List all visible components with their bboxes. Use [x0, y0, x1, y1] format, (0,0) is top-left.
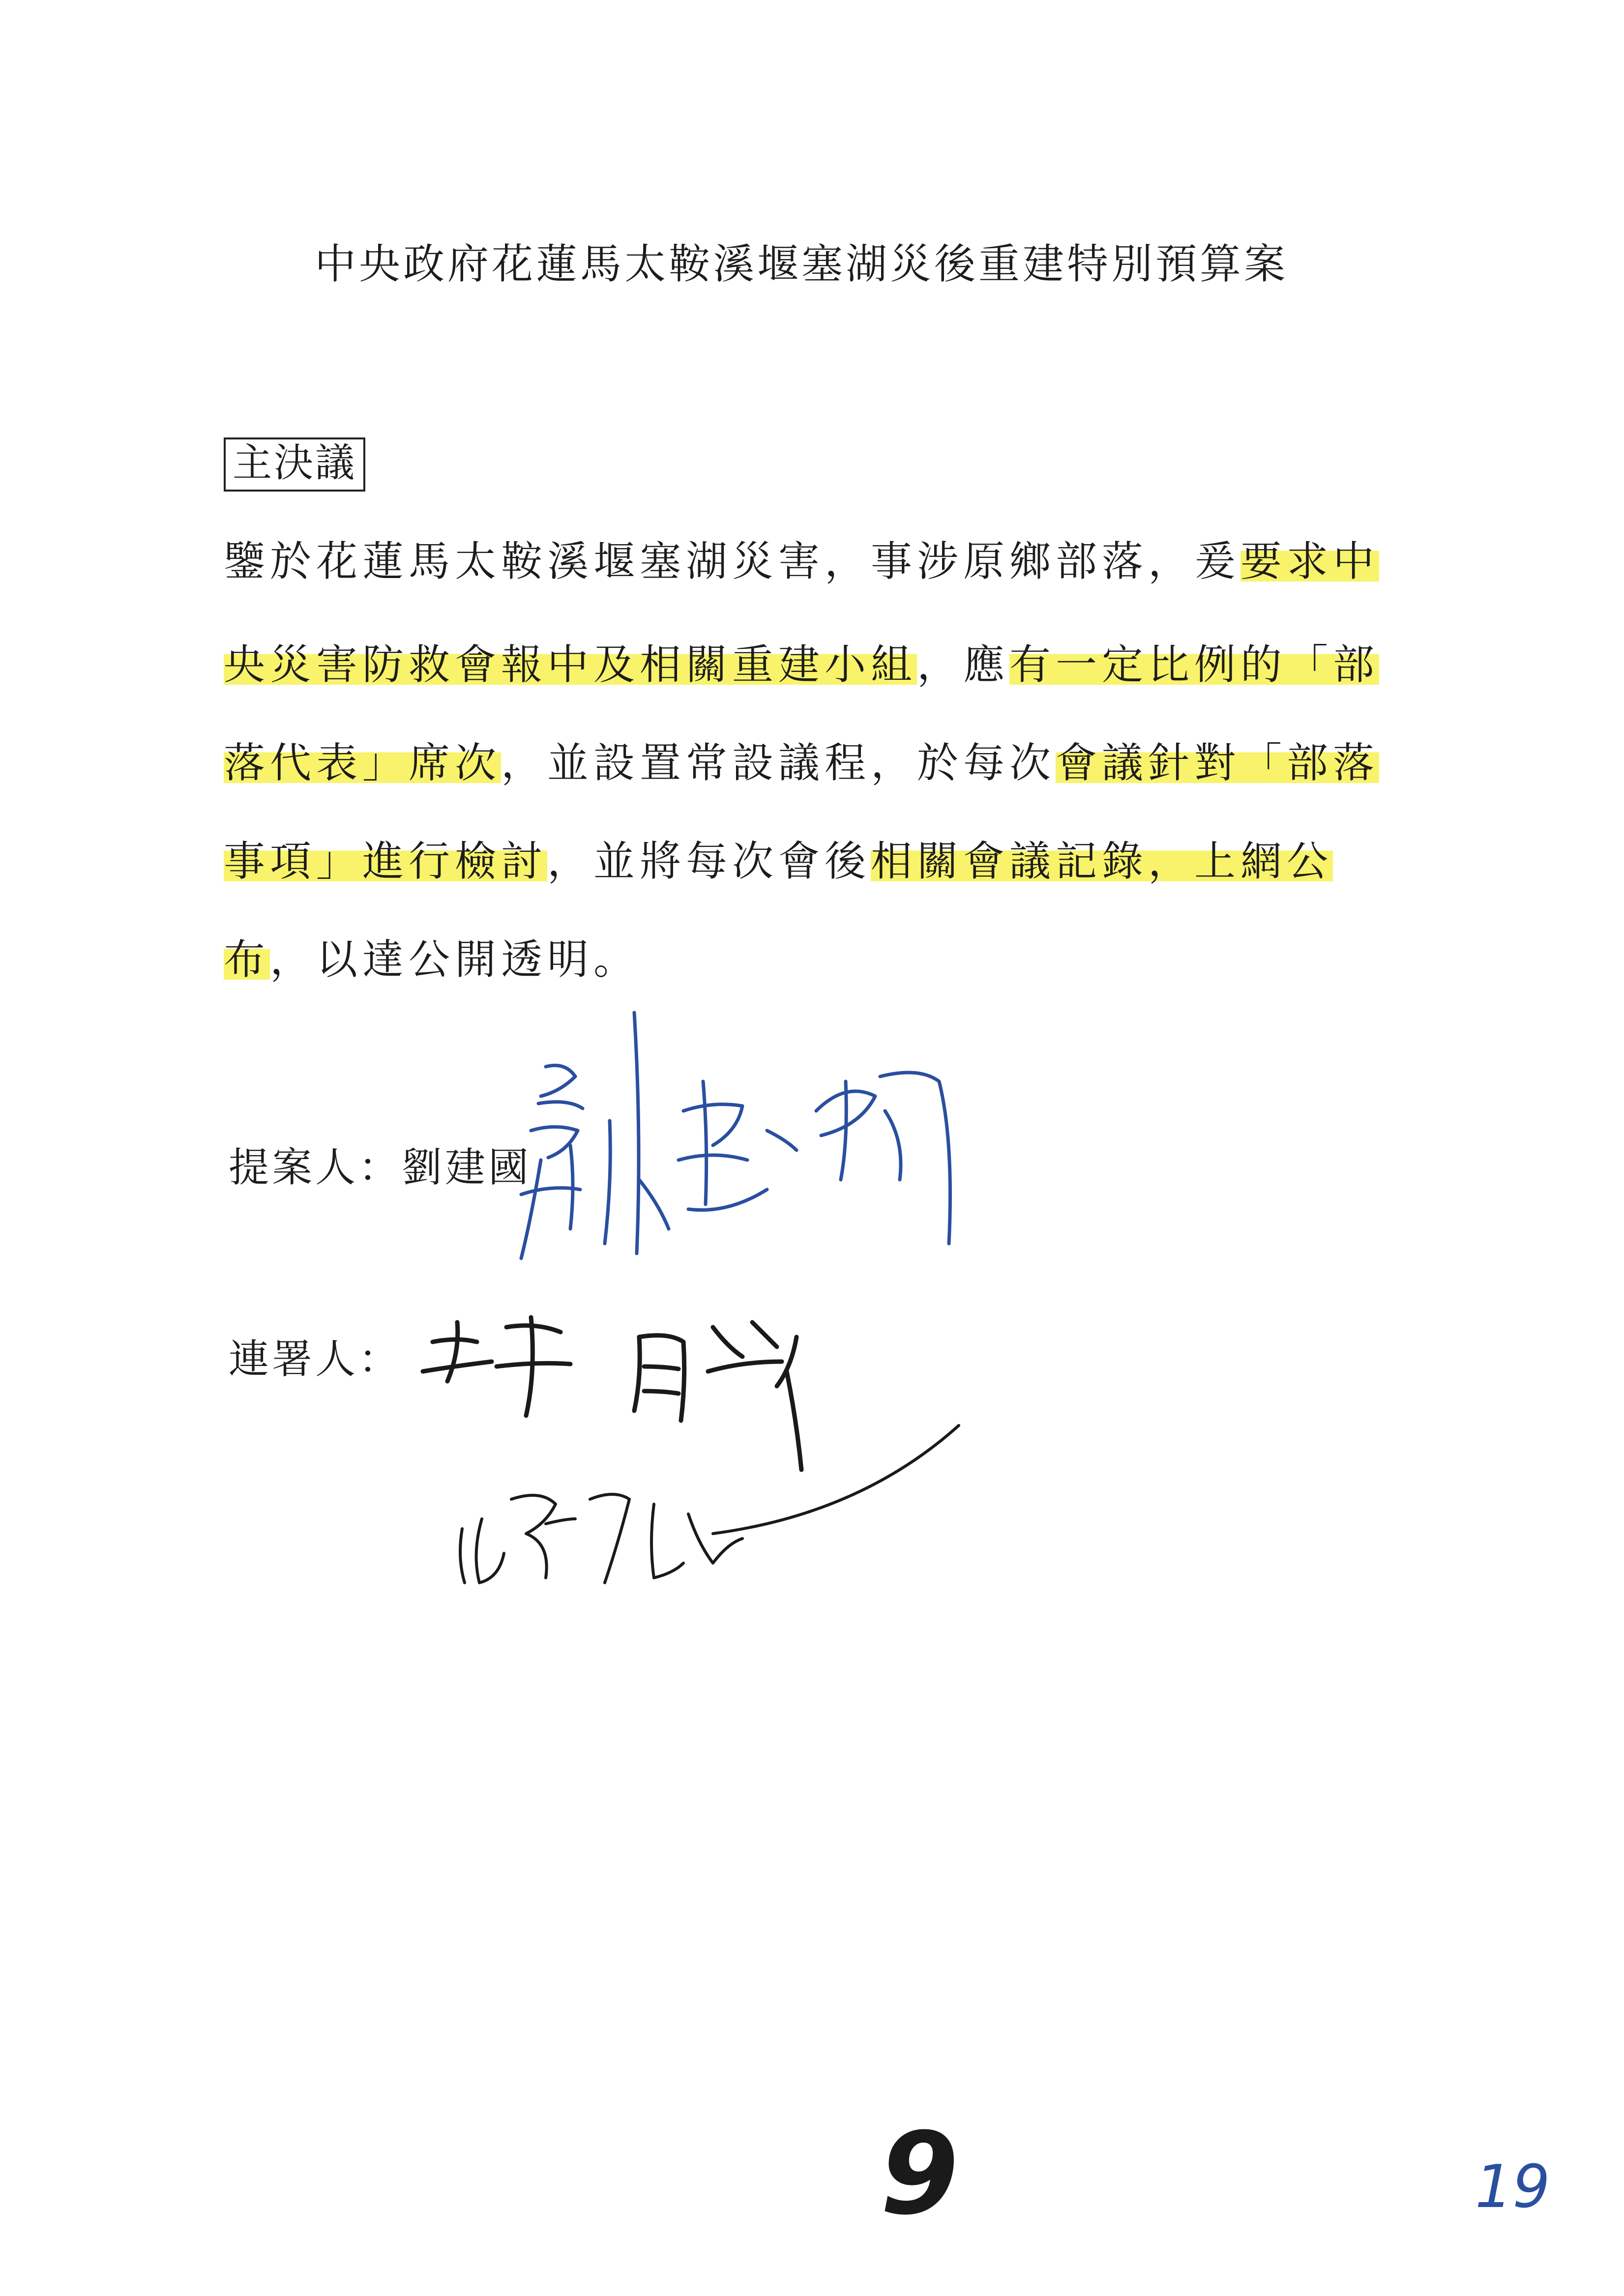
body-line-4-plain: ，並將每次會後 [547, 837, 871, 885]
corner-page-number: 19 [1475, 2153, 1550, 2221]
body-line-5-highlight: 布 [224, 935, 270, 984]
body-line-3-highlight-2: 會議針對「部落 [1056, 739, 1380, 787]
body-line-2-highlight: 央災害防救會報中及相關重建小組 [224, 640, 917, 689]
body-line-1-highlight: 要求中 [1240, 537, 1380, 585]
cosigner-label: 連署人： [229, 1336, 402, 1383]
body-line-3-plain: ，並設置常設議程，於每次 [501, 739, 1056, 787]
body-line-2-plain: ，應 [917, 640, 1010, 689]
document-title: 中央政府花蓮馬太鞍溪堰塞湖災後重建特別預算案 [315, 240, 1289, 288]
body-line-3 [224, 739, 1380, 787]
page-number: 9 [880, 2109, 959, 2240]
body-line-2 [224, 640, 1380, 689]
cosigner-signature-1 [423, 1317, 801, 1470]
body-line-3-highlight: 落代表」席次 [224, 739, 502, 787]
body-line-5-plain: ，以達公開透明。 [270, 935, 640, 984]
body-line-1 [224, 537, 1380, 585]
cosigner-signature-2 [460, 1425, 959, 1583]
body-line-1-plain: 鑒於花蓮馬太鞍溪堰塞湖災害，事涉原鄉部落，爰 [224, 537, 1241, 585]
proposer-signature [521, 1013, 950, 1258]
section-label-box: 主決議 [224, 437, 365, 492]
proposer-label: 提案人：劉建國 [229, 1144, 532, 1191]
body-line-4-highlight: 事項」進行檢討 [224, 837, 548, 885]
body-line-4 [224, 837, 1333, 885]
body-line-4-highlight-2: 相關會議記錄，上網公 [871, 837, 1333, 885]
body-line-2-highlight-2: 有一定比例的「部 [1009, 640, 1380, 689]
body-line-5 [224, 935, 640, 984]
